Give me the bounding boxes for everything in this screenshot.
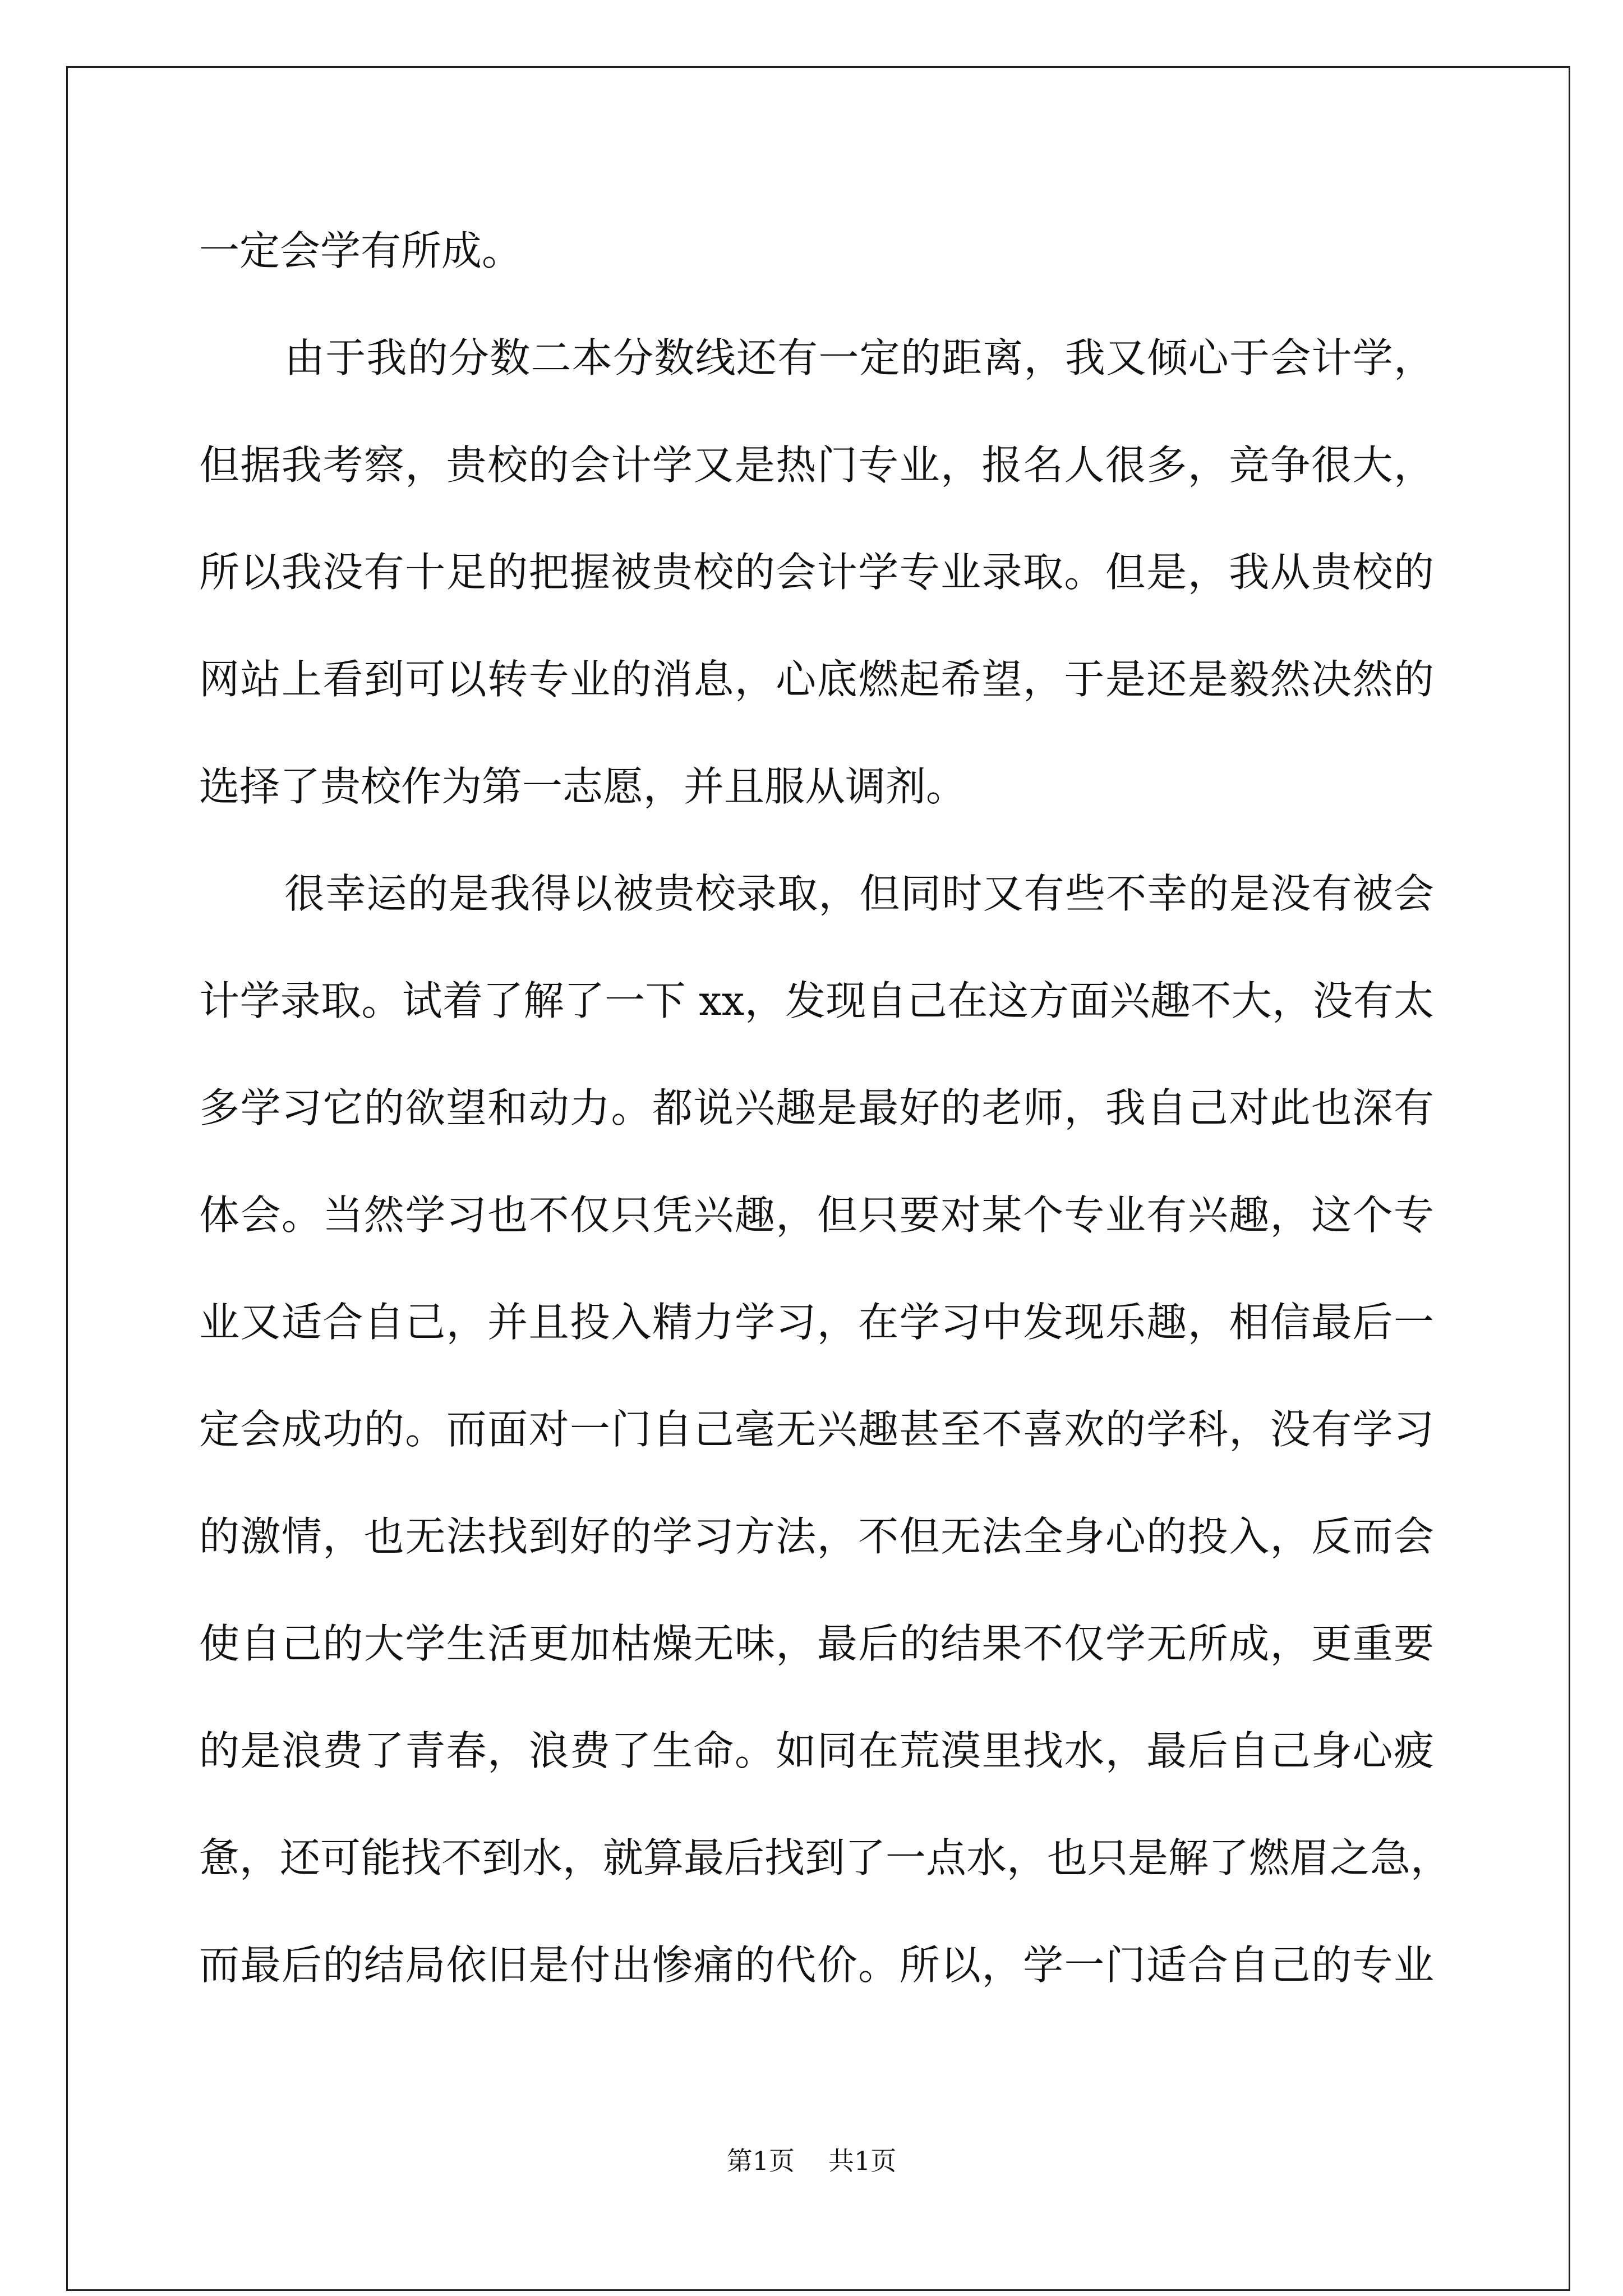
paragraph — [199, 305, 1434, 840]
page-total: 共1页 — [828, 2146, 897, 2176]
text-line: 惫，还可能找不到水，就算最后找到了一点水，也只是解了燃眉之急， — [199, 1834, 1451, 1881]
text-line: 业又适合自己，并且投入精力学习，在学习中发现乐趣，相信最后一 — [199, 1299, 1434, 1346]
text-line: 但据我考察，贵校的会计学又是热门专业，报名人很多，竞争很大， — [199, 441, 1434, 489]
page-footer — [0, 2144, 1623, 2178]
text-line: 的激情，也无法找到好的学习方法，不但无法全身心的投入，反而会 — [199, 1513, 1434, 1560]
text-line: 选择了贵校作为第一志愿，并且服从调剂。 — [199, 763, 967, 810]
text-line: 所以我没有十足的把握被贵校的会计学专业录取。但是，我从贵校的 — [199, 549, 1434, 596]
paragraph — [199, 840, 1451, 2019]
page-number: 第1页 — [726, 2146, 795, 2176]
text-line: 计学录取。试着了解了一下 xx，发现自己在这方面兴趣不大，没有太 — [199, 977, 1434, 1024]
text-line: 的是浪费了青春，浪费了生命。如同在荒漠里找水，最后自己身心疲 — [199, 1727, 1434, 1774]
text-line: 网站上看到可以转专业的消息，心底燃起希望，于是还是毅然决然的 — [199, 656, 1434, 703]
text-line: 多学习它的欲望和动力。都说兴趣是最好的老师，我自己对此也深有 — [199, 1084, 1434, 1131]
text-line: 很幸运的是我得以被贵校录取，但同时又有些不幸的是没有被会 — [284, 870, 1434, 917]
paragraph — [199, 197, 1434, 305]
text-line: 体会。当然学习也不仅只凭兴趣，但只要对某个专业有兴趣，这个专 — [199, 1191, 1434, 1239]
text-line: 由于我的分数二本分数线还有一定的距离，我又倾心于会计学， — [284, 334, 1434, 381]
text-line: 使自己的大学生活更加枯燥无味，最后的结果不仅学无所成，更重要 — [199, 1620, 1434, 1667]
text-line: 一定会学有所成。 — [199, 227, 523, 274]
body-text — [199, 197, 1451, 2019]
text-line: 而最后的结局依旧是付出惨痛的代价。所以，学一门适合自己的专业 — [199, 1941, 1434, 1989]
text-line: 定会成功的。而面对一门自己毫无兴趣甚至不喜欢的学科，没有学习 — [199, 1406, 1434, 1453]
